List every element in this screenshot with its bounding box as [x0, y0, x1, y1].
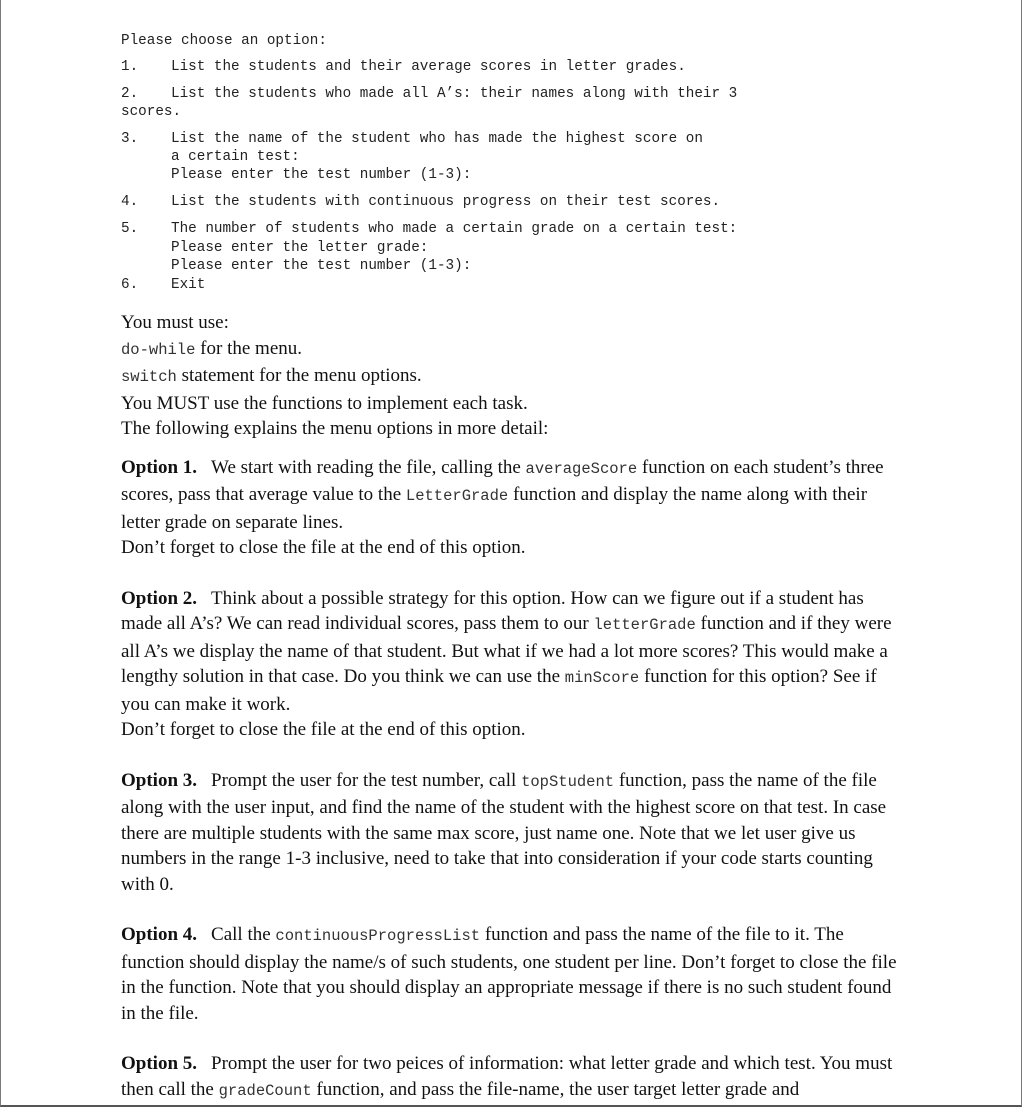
- requirements-intro: You must use:: [121, 312, 229, 333]
- menu-item-2: [121, 85, 881, 122]
- menu-item-text: List the students and their average scores in letter grades.: [171, 59, 686, 76]
- menu-item-subline: a certain test:: [171, 149, 300, 166]
- option-3-label: Option 3.: [121, 769, 198, 791]
- code-do-while: do-while: [121, 340, 196, 359]
- option-1-close-note: Don’t forget to close the file at the end of this option.: [121, 537, 526, 558]
- menu-item-subline: Please enter the test number (1-3):: [171, 167, 472, 184]
- menu-item-subline: Please enter the letter grade:: [171, 239, 429, 256]
- option-2-close-note: Don’t forget to close the file at the end of this option.: [121, 719, 526, 740]
- menu-item-continuation: scores.: [121, 104, 182, 121]
- requirement-do-while: do-while for the menu.: [121, 337, 302, 359]
- requirement-explain: The following explains the menu options in more detail:: [121, 418, 549, 439]
- menu-item-number: 6.: [121, 277, 139, 294]
- menu-item-text: The number of students who made a certain grade on a certain test:: [171, 221, 738, 238]
- option-4-paragraph: Option 4. Call the continuousProgressList function and pass the name of the file to it. The function should display the name/s of such students, one student per line. Don’t forget to close the file in the function. Note that you should display an appropriate message if there is no such student found in the file.: [121, 924, 897, 1024]
- code-switch: switch: [121, 368, 177, 386]
- menu-prompt: Please choose an option:: [121, 33, 327, 49]
- code-letterGrade: letterGrade: [593, 616, 696, 634]
- menu-item-number: 2.: [121, 85, 139, 102]
- menu-item-3: [121, 130, 881, 185]
- menu-item-number: 3.: [121, 130, 139, 147]
- option-3-paragraph: Option 3. Prompt the user for the test number, call topStudent function, pass the name of the file along with the user input, and find the name of the student with the highest score on that test. In case there are multiple students with the same max score, just name one. Note that we let user give us numbers in the range 1-3 inclusive, need to take that into consideration if your code starts counting with 0.: [121, 769, 887, 895]
- requirement-switch: switch statement for the menu options.: [121, 365, 422, 386]
- requirement-functions: You MUST use the functions to implement each task.: [121, 392, 528, 414]
- code-topStudent: topStudent: [521, 772, 615, 791]
- code-averageScore: averageScore: [525, 459, 638, 478]
- menu-item-text: List the students with continuous progress on their test scores.: [171, 193, 721, 210]
- menu-item-text: List the name of the student who has made the highest score on: [171, 130, 703, 147]
- menu-listing: [121, 32, 881, 295]
- menu-item-6: [121, 276, 881, 294]
- option-2-paragraph: Option 2. Think about a possible strategy for this option. How can we figure out if a student has made all A’s? We can read individual scores, pass them to our letterGrade function and if they were all A’s we display the name of that student. But what if we had a lot more scores? This would make a lengthy solution in that case. Do you think we can use the minScore function for this option? See if you can make it work.: [121, 587, 892, 715]
- code-gradeCount: gradeCount: [218, 1081, 312, 1100]
- menu-item-text: Exit: [171, 277, 206, 294]
- menu-item-number: 4.: [121, 193, 139, 210]
- menu-item-1: [121, 58, 881, 76]
- code-continuousProgressList: continuousProgressList: [275, 927, 481, 945]
- menu-item-number: 5.: [121, 221, 139, 238]
- option-5-label: Option 5.: [121, 1053, 198, 1074]
- menu-item-text: List the students who made all A’s: their names along with their 3: [171, 85, 738, 102]
- option-2-label: Option 2.: [121, 587, 198, 609]
- menu-item-5: [121, 220, 881, 275]
- option-1-label: Option 1.: [121, 456, 198, 478]
- menu-item-4: [121, 193, 881, 211]
- option-4-label: Option 4.: [121, 924, 198, 945]
- option-5-paragraph: Option 5. Prompt the user for two peices of information: what letter grade and which test. You must then call the gradeCount function, and pass the file-name, the user target letter grade and: [121, 1053, 893, 1100]
- option-1-paragraph: Option 1. We start with reading the file, calling the averageScore function on each student’s three scores, pass that average value to the LetterGrade function and display the name along with their letter grade on separate lines.: [121, 456, 884, 533]
- code-minScore: minScore: [564, 669, 640, 687]
- document-body: [121, 310, 901, 1104]
- menu-item-subline: Please enter the test number (1-3):: [171, 258, 472, 275]
- menu-item-number: 1.: [121, 59, 139, 76]
- code-LetterGrade: LetterGrade: [405, 487, 509, 505]
